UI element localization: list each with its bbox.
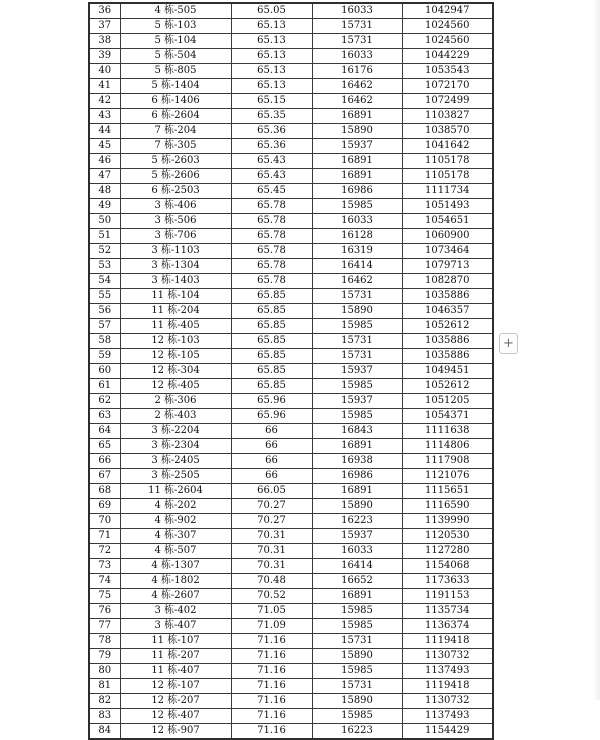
cell-unit: 3 栋-2304	[120, 439, 231, 454]
cell-row-index: 83	[89, 709, 120, 724]
cell-row-index: 37	[89, 19, 120, 34]
cell-unit: 5 栋-104	[120, 34, 231, 49]
cell-row-index: 42	[89, 94, 120, 109]
table-row	[89, 34, 493, 49]
cell-row-index: 46	[89, 154, 120, 169]
cell-unit: 3 栋-2505	[120, 469, 231, 484]
cell-area: 65.78	[231, 274, 312, 289]
cell-total-price: 1044229	[402, 49, 493, 64]
cell-unit-price: 16462	[312, 94, 402, 109]
cell-total-price: 1024560	[402, 19, 493, 34]
cell-area: 66	[231, 424, 312, 439]
table-row	[89, 214, 493, 229]
cell-total-price: 1127280	[402, 544, 493, 559]
table-row	[89, 514, 493, 529]
cell-unit-price: 15985	[312, 709, 402, 724]
cell-area: 65.15	[231, 94, 312, 109]
table-row	[89, 724, 493, 740]
cell-unit-price: 15731	[312, 334, 402, 349]
cell-total-price: 1111734	[402, 184, 493, 199]
cell-row-index: 60	[89, 364, 120, 379]
table-row	[89, 79, 493, 94]
cell-total-price: 1119418	[402, 679, 493, 694]
cell-unit: 5 栋-1404	[120, 79, 231, 94]
cell-row-index: 40	[89, 64, 120, 79]
cell-area: 65.78	[231, 244, 312, 259]
cell-area: 65.96	[231, 394, 312, 409]
cell-unit-price: 15985	[312, 604, 402, 619]
table-row	[89, 334, 493, 349]
cell-row-index: 73	[89, 559, 120, 574]
cell-unit-price: 16128	[312, 229, 402, 244]
cell-area: 66	[231, 469, 312, 484]
cell-total-price: 1035886	[402, 334, 493, 349]
cell-total-price: 1024560	[402, 34, 493, 49]
table-row	[89, 664, 493, 679]
cell-total-price: 1191153	[402, 589, 493, 604]
cell-unit-price: 16986	[312, 469, 402, 484]
cell-unit: 3 栋-706	[120, 229, 231, 244]
cell-area: 71.16	[231, 634, 312, 649]
cell-total-price: 1060900	[402, 229, 493, 244]
cell-row-index: 72	[89, 544, 120, 559]
cell-unit-price: 15890	[312, 694, 402, 709]
table-row	[89, 619, 493, 634]
cell-total-price: 1073464	[402, 244, 493, 259]
cell-area: 65.78	[231, 259, 312, 274]
cell-unit-price: 15985	[312, 409, 402, 424]
cell-unit: 11 栋-104	[120, 289, 231, 304]
cell-total-price: 1115651	[402, 484, 493, 499]
cell-unit-price: 16414	[312, 259, 402, 274]
cell-unit-price: 16223	[312, 514, 402, 529]
cell-unit-price: 16891	[312, 484, 402, 499]
cell-unit-price: 15985	[312, 199, 402, 214]
cell-total-price: 1111638	[402, 424, 493, 439]
cell-area: 65.96	[231, 409, 312, 424]
table-row	[89, 634, 493, 649]
cell-unit-price: 16891	[312, 154, 402, 169]
cell-total-price: 1049451	[402, 364, 493, 379]
cell-area: 65.13	[231, 49, 312, 64]
cell-unit: 4 栋-2607	[120, 589, 231, 604]
cell-area: 65.05	[231, 3, 312, 19]
cell-row-index: 54	[89, 274, 120, 289]
cell-unit: 3 栋-506	[120, 214, 231, 229]
cell-row-index: 48	[89, 184, 120, 199]
cell-row-index: 78	[89, 634, 120, 649]
table-row	[89, 409, 493, 424]
cell-area: 71.16	[231, 679, 312, 694]
cell-unit: 4 栋-202	[120, 499, 231, 514]
table-row	[89, 64, 493, 79]
cell-area: 70.48	[231, 574, 312, 589]
cell-area: 65.85	[231, 304, 312, 319]
table-row	[89, 274, 493, 289]
cell-row-index: 55	[89, 289, 120, 304]
cell-unit: 4 栋-1802	[120, 574, 231, 589]
cell-total-price: 1130732	[402, 694, 493, 709]
cell-total-price: 1137493	[402, 709, 493, 724]
cell-row-index: 61	[89, 379, 120, 394]
cell-unit-price: 15731	[312, 679, 402, 694]
cell-unit-price: 15731	[312, 349, 402, 364]
table-row	[89, 364, 493, 379]
cell-unit-price: 15985	[312, 664, 402, 679]
table-row	[89, 109, 493, 124]
cell-unit: 11 栋-107	[120, 634, 231, 649]
cell-total-price: 1120530	[402, 529, 493, 544]
cell-row-index: 45	[89, 139, 120, 154]
cell-row-index: 69	[89, 499, 120, 514]
cell-unit-price: 16938	[312, 454, 402, 469]
cell-area: 71.16	[231, 724, 312, 740]
table-row	[89, 94, 493, 109]
cell-area: 71.05	[231, 604, 312, 619]
cell-unit-price: 15890	[312, 304, 402, 319]
cell-row-index: 82	[89, 694, 120, 709]
cell-unit: 12 栋-407	[120, 709, 231, 724]
cell-area: 65.43	[231, 154, 312, 169]
cell-unit-price: 16414	[312, 559, 402, 574]
cell-unit: 11 栋-405	[120, 319, 231, 334]
cell-unit-price: 15731	[312, 289, 402, 304]
cell-unit-price: 15985	[312, 319, 402, 334]
cell-area: 65.85	[231, 334, 312, 349]
cell-unit-price: 15985	[312, 379, 402, 394]
cell-area: 65.78	[231, 199, 312, 214]
cell-row-index: 49	[89, 199, 120, 214]
cell-unit: 12 栋-405	[120, 379, 231, 394]
cell-total-price: 1072170	[402, 79, 493, 94]
cell-row-index: 70	[89, 514, 120, 529]
cell-unit: 3 栋-1103	[120, 244, 231, 259]
cell-total-price: 1121076	[402, 469, 493, 484]
cell-row-index: 57	[89, 319, 120, 334]
cell-total-price: 1042947	[402, 3, 493, 19]
cell-total-price: 1051493	[402, 199, 493, 214]
cell-unit-price: 16891	[312, 109, 402, 124]
cell-unit-price: 15731	[312, 34, 402, 49]
cell-unit: 5 栋-103	[120, 19, 231, 34]
table-row	[89, 244, 493, 259]
cell-total-price: 1046357	[402, 304, 493, 319]
cell-area: 65.85	[231, 379, 312, 394]
cell-unit: 5 栋-2606	[120, 169, 231, 184]
cell-unit: 3 栋-407	[120, 619, 231, 634]
cell-unit: 4 栋-505	[120, 3, 231, 19]
table-row	[89, 499, 493, 514]
cell-total-price: 1154068	[402, 559, 493, 574]
cell-total-price: 1051205	[402, 394, 493, 409]
cell-unit: 11 栋-407	[120, 664, 231, 679]
table-row	[89, 349, 493, 364]
cell-total-price: 1052612	[402, 379, 493, 394]
cell-unit: 5 栋-504	[120, 49, 231, 64]
cell-total-price: 1136374	[402, 619, 493, 634]
table-row	[89, 649, 493, 664]
cell-unit: 4 栋-902	[120, 514, 231, 529]
cell-total-price: 1041642	[402, 139, 493, 154]
cell-unit: 7 栋-204	[120, 124, 231, 139]
cell-area: 65.35	[231, 109, 312, 124]
cell-unit-price: 15937	[312, 394, 402, 409]
cell-row-index: 53	[89, 259, 120, 274]
cell-row-index: 67	[89, 469, 120, 484]
cell-unit-price: 15937	[312, 364, 402, 379]
cell-total-price: 1116590	[402, 499, 493, 514]
cell-unit: 12 栋-107	[120, 679, 231, 694]
cell-unit-price: 15937	[312, 529, 402, 544]
cell-unit-price: 16223	[312, 724, 402, 740]
cell-row-index: 47	[89, 169, 120, 184]
table-row	[89, 304, 493, 319]
cell-unit: 3 栋-1304	[120, 259, 231, 274]
cell-unit: 2 栋-306	[120, 394, 231, 409]
cell-unit: 4 栋-1307	[120, 559, 231, 574]
cell-unit: 6 栋-2503	[120, 184, 231, 199]
cell-row-index: 51	[89, 229, 120, 244]
cell-unit-price: 16891	[312, 589, 402, 604]
cell-row-index: 63	[89, 409, 120, 424]
cell-area: 66.05	[231, 484, 312, 499]
cell-unit-price: 16843	[312, 424, 402, 439]
unit-price-table	[88, 2, 494, 740]
cell-row-index: 81	[89, 679, 120, 694]
table-row	[89, 589, 493, 604]
table-row	[89, 49, 493, 64]
table-row	[89, 439, 493, 454]
cell-unit: 3 栋-402	[120, 604, 231, 619]
cell-unit: 3 栋-2204	[120, 424, 231, 439]
table-row	[89, 709, 493, 724]
table-row	[89, 229, 493, 244]
cell-row-index: 64	[89, 424, 120, 439]
table-row	[89, 529, 493, 544]
cell-row-index: 68	[89, 484, 120, 499]
cell-area: 65.13	[231, 34, 312, 49]
cell-total-price: 1103827	[402, 109, 493, 124]
cell-area: 66	[231, 439, 312, 454]
cell-row-index: 79	[89, 649, 120, 664]
cell-total-price: 1082870	[402, 274, 493, 289]
cell-unit: 7 栋-305	[120, 139, 231, 154]
cell-row-index: 62	[89, 394, 120, 409]
cell-unit-price: 15890	[312, 499, 402, 514]
cell-unit-price: 16176	[312, 64, 402, 79]
cell-total-price: 1054651	[402, 214, 493, 229]
cell-unit: 11 栋-207	[120, 649, 231, 664]
cell-unit: 12 栋-103	[120, 334, 231, 349]
cell-total-price: 1137493	[402, 664, 493, 679]
table-row	[89, 679, 493, 694]
cell-row-index: 43	[89, 109, 120, 124]
cell-total-price: 1154429	[402, 724, 493, 740]
cell-row-index: 77	[89, 619, 120, 634]
cell-unit: 11 栋-2604	[120, 484, 231, 499]
table-row	[89, 379, 493, 394]
cell-unit-price: 15985	[312, 619, 402, 634]
cell-row-index: 36	[89, 3, 120, 19]
cell-area: 66	[231, 454, 312, 469]
cell-row-index: 84	[89, 724, 120, 740]
cell-total-price: 1119418	[402, 634, 493, 649]
cell-total-price: 1130732	[402, 649, 493, 664]
cell-row-index: 80	[89, 664, 120, 679]
cell-unit: 2 栋-403	[120, 409, 231, 424]
cell-total-price: 1105178	[402, 154, 493, 169]
cell-unit: 5 栋-2603	[120, 154, 231, 169]
cell-unit: 3 栋-406	[120, 199, 231, 214]
cell-unit: 11 栋-204	[120, 304, 231, 319]
cell-area: 65.13	[231, 64, 312, 79]
cell-total-price: 1114806	[402, 439, 493, 454]
cell-unit-price: 16319	[312, 244, 402, 259]
cell-total-price: 1053543	[402, 64, 493, 79]
cell-row-index: 52	[89, 244, 120, 259]
cell-unit: 4 栋-307	[120, 529, 231, 544]
cell-total-price: 1035886	[402, 349, 493, 364]
cell-area: 65.85	[231, 364, 312, 379]
cell-row-index: 76	[89, 604, 120, 619]
cell-row-index: 71	[89, 529, 120, 544]
table-row	[89, 604, 493, 619]
cell-row-index: 50	[89, 214, 120, 229]
cell-unit-price: 16652	[312, 574, 402, 589]
table-row	[89, 3, 493, 19]
cell-total-price: 1052612	[402, 319, 493, 334]
cell-unit: 12 栋-207	[120, 694, 231, 709]
cell-area: 65.13	[231, 79, 312, 94]
cell-row-index: 41	[89, 79, 120, 94]
cell-unit: 12 栋-304	[120, 364, 231, 379]
cell-area: 65.85	[231, 319, 312, 334]
table-row	[89, 394, 493, 409]
table-row	[89, 559, 493, 574]
cell-row-index: 75	[89, 589, 120, 604]
cell-area: 71.16	[231, 694, 312, 709]
cell-total-price: 1054371	[402, 409, 493, 424]
cell-area: 65.45	[231, 184, 312, 199]
cell-unit-price: 16462	[312, 79, 402, 94]
page-right-edge-shade	[593, 0, 600, 700]
cell-area: 70.31	[231, 529, 312, 544]
cell-area: 65.78	[231, 214, 312, 229]
cell-area: 71.16	[231, 709, 312, 724]
table-row	[89, 124, 493, 139]
cell-area: 65.85	[231, 349, 312, 364]
cell-total-price: 1035886	[402, 289, 493, 304]
table-row	[89, 184, 493, 199]
cell-area: 70.31	[231, 544, 312, 559]
cell-area: 65.36	[231, 124, 312, 139]
table-row	[89, 484, 493, 499]
table-row	[89, 199, 493, 214]
cell-unit-price: 16986	[312, 184, 402, 199]
cell-unit: 6 栋-2604	[120, 109, 231, 124]
cell-total-price: 1135734	[402, 604, 493, 619]
cell-unit-price: 16033	[312, 49, 402, 64]
cell-unit-price: 15937	[312, 139, 402, 154]
cell-area: 71.16	[231, 664, 312, 679]
cell-total-price: 1072499	[402, 94, 493, 109]
cell-row-index: 56	[89, 304, 120, 319]
cell-unit-price: 16891	[312, 169, 402, 184]
cell-area: 70.27	[231, 499, 312, 514]
cell-unit: 5 栋-805	[120, 64, 231, 79]
table-row	[89, 154, 493, 169]
cell-unit-price: 16033	[312, 544, 402, 559]
cell-total-price: 1079713	[402, 259, 493, 274]
cell-row-index: 38	[89, 34, 120, 49]
cell-unit: 6 栋-1406	[120, 94, 231, 109]
cell-row-index: 39	[89, 49, 120, 64]
table-row	[89, 574, 493, 589]
table-row	[89, 694, 493, 709]
cell-total-price: 1173633	[402, 574, 493, 589]
cell-row-index: 66	[89, 454, 120, 469]
cell-unit-price: 16891	[312, 439, 402, 454]
table-row	[89, 319, 493, 334]
cell-unit-price: 15890	[312, 124, 402, 139]
table-row	[89, 469, 493, 484]
table-row	[89, 139, 493, 154]
cell-row-index: 58	[89, 334, 120, 349]
cell-row-index: 44	[89, 124, 120, 139]
table-row	[89, 454, 493, 469]
cell-area: 71.16	[231, 649, 312, 664]
add-button[interactable]: +	[499, 333, 518, 354]
table-row	[89, 19, 493, 34]
table-row	[89, 259, 493, 274]
cell-area: 65.85	[231, 289, 312, 304]
cell-unit-price: 16462	[312, 274, 402, 289]
cell-total-price: 1038570	[402, 124, 493, 139]
cell-unit: 3 栋-2405	[120, 454, 231, 469]
cell-unit: 3 栋-1403	[120, 274, 231, 289]
cell-unit-price: 15731	[312, 634, 402, 649]
cell-area: 65.78	[231, 229, 312, 244]
cell-area: 71.09	[231, 619, 312, 634]
cell-area: 65.13	[231, 19, 312, 34]
cell-area: 65.36	[231, 139, 312, 154]
cell-unit: 12 栋-907	[120, 724, 231, 740]
cell-unit: 4 栋-507	[120, 544, 231, 559]
cell-area: 70.52	[231, 589, 312, 604]
table-row	[89, 289, 493, 304]
cell-total-price: 1139990	[402, 514, 493, 529]
cell-total-price: 1117908	[402, 454, 493, 469]
cell-area: 70.27	[231, 514, 312, 529]
cell-unit-price: 16033	[312, 214, 402, 229]
cell-unit: 12 栋-105	[120, 349, 231, 364]
cell-unit-price: 15731	[312, 19, 402, 34]
cell-row-index: 74	[89, 574, 120, 589]
cell-unit-price: 16033	[312, 3, 402, 19]
cell-total-price: 1105178	[402, 169, 493, 184]
cell-unit-price: 15890	[312, 649, 402, 664]
table-body	[89, 3, 493, 739]
table-row	[89, 169, 493, 184]
cell-area: 65.43	[231, 169, 312, 184]
cell-row-index: 59	[89, 349, 120, 364]
table-row	[89, 544, 493, 559]
table-row	[89, 424, 493, 439]
cell-area: 70.31	[231, 559, 312, 574]
cell-row-index: 65	[89, 439, 120, 454]
